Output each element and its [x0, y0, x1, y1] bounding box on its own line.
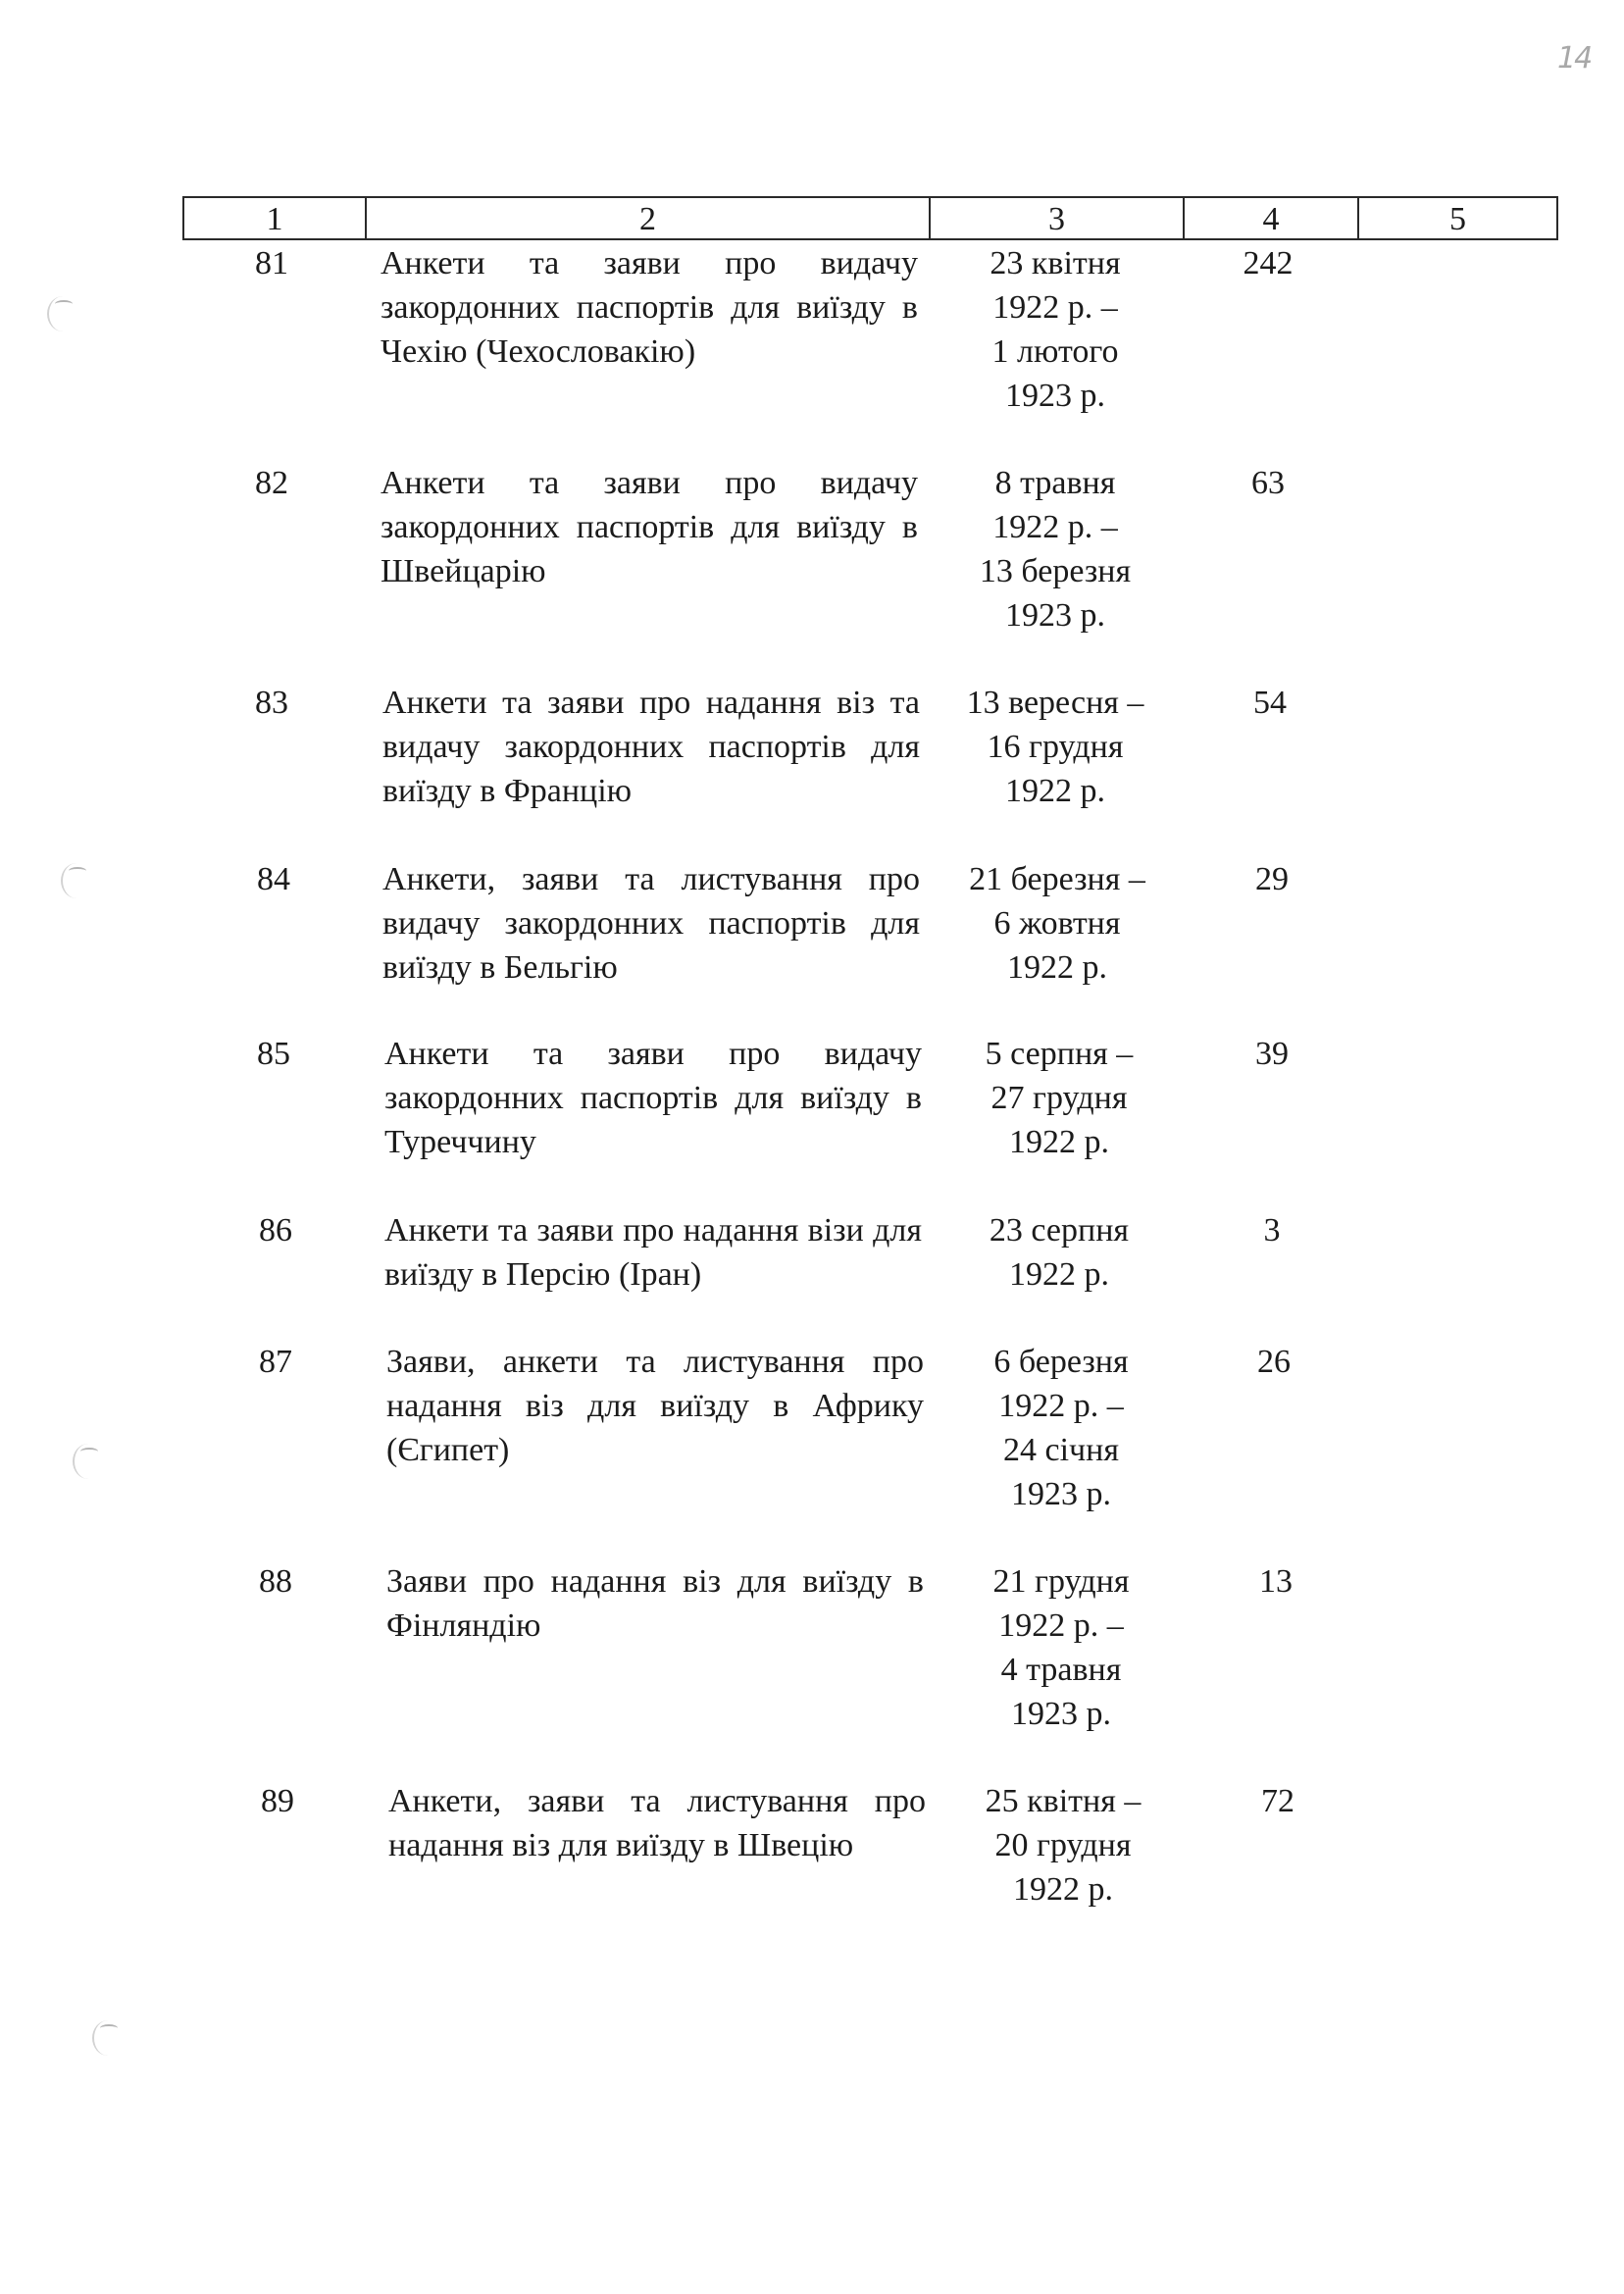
entry-sheets: 54: [1253, 685, 1287, 721]
date-line: 27 грудня: [990, 1080, 1128, 1116]
date-line: 1922 р.: [1009, 1256, 1109, 1293]
table-header: [182, 196, 1558, 240]
entry-sheets: 72: [1261, 1783, 1294, 1819]
header-col-4: 4: [1185, 198, 1359, 238]
date-line: 1 лютого: [991, 333, 1119, 370]
entry-number: 82: [255, 465, 288, 501]
entry-dates: [932, 1208, 1187, 1297]
page-number-mark: 14: [1557, 41, 1592, 76]
date-line: 1922 р. –: [998, 1607, 1124, 1644]
entry-dates: [928, 681, 1183, 813]
date-line: 6 жовтня: [993, 905, 1121, 942]
date-line: 23 квітня: [990, 245, 1121, 281]
entry-title: Анкети, заяви та листування про видачу закордонних паспортів для виїзду в Бельгію: [382, 861, 920, 986]
entry-number: 83: [255, 685, 288, 721]
date-line: 21 березня –: [969, 861, 1145, 897]
date-line: 1922 р.: [1009, 1124, 1109, 1160]
entry-dates: [928, 461, 1183, 637]
entry-sheets: 39: [1255, 1036, 1289, 1072]
date-line: 16 грудня: [987, 729, 1124, 765]
date-line: 24 січня: [1003, 1432, 1119, 1468]
date-line: 13 березня: [979, 553, 1132, 589]
entry-number: 84: [257, 861, 290, 897]
entry-title: Анкети, заяви та листування про надання віз для виїзду в Швецію: [388, 1783, 926, 1863]
punch-hole-mark: [73, 1444, 104, 1479]
entry-title: Анкети та заяви про видачу закордонних паспортів для виїзду в Туреччину: [384, 1036, 922, 1160]
date-line: 5 серпня –: [985, 1036, 1134, 1072]
entry-dates: [934, 1559, 1189, 1736]
entry-number: 86: [259, 1212, 292, 1249]
date-line: 23 серпня: [989, 1212, 1130, 1249]
date-line: 1923 р.: [1011, 1696, 1111, 1732]
date-line: 1922 р.: [1007, 949, 1107, 986]
entry-sheets: 26: [1257, 1344, 1291, 1380]
punch-hole-mark: [92, 2020, 124, 2056]
date-line: 1923 р.: [1005, 597, 1105, 634]
entry-title: Анкети та заяви про видачу закордонних паспортів для виїзду в Чехію (Чехословакію): [381, 245, 918, 370]
entry-number: 87: [259, 1344, 292, 1380]
header-col-2: 2: [367, 198, 931, 238]
date-line: 1922 р.: [1013, 1871, 1113, 1908]
date-line: 4 травня: [1000, 1652, 1122, 1688]
punch-hole-mark: [61, 863, 92, 898]
date-line: 8 травня: [994, 465, 1116, 501]
entry-sheets: 242: [1243, 245, 1294, 281]
entry-dates: [930, 857, 1185, 990]
entry-title: Заяви, анкети та листування про надання віз для виїзду в Африку (Єгипет): [386, 1344, 924, 1468]
date-line: 6 березня: [993, 1344, 1129, 1380]
header-col-3: 3: [931, 198, 1185, 238]
date-line: 1922 р. –: [992, 289, 1118, 326]
entry-sheets: 63: [1251, 465, 1285, 501]
entry-number: 89: [261, 1783, 294, 1819]
date-line: 1923 р.: [1005, 378, 1105, 414]
entry-title: Анкети та заяви про надання візи для виїзду в Персію (Іран): [384, 1212, 922, 1293]
entry-dates: [932, 1032, 1187, 1164]
entry-number: 88: [259, 1563, 292, 1600]
entry-dates: [928, 241, 1183, 418]
date-line: 1922 р. –: [998, 1388, 1124, 1424]
entry-sheets: 29: [1255, 861, 1289, 897]
date-line: 1922 р. –: [992, 509, 1118, 545]
entry-sheets: 3: [1263, 1212, 1281, 1249]
header-col-5: 5: [1449, 201, 1466, 237]
entry-dates: [936, 1779, 1191, 1912]
entry-title: Анкети та заяви про видачу закордонних паспортів для виїзду в Швейцарію: [381, 465, 918, 589]
punch-hole-mark: [47, 296, 78, 331]
date-line: 21 грудня: [992, 1563, 1130, 1600]
entry-sheets: 13: [1259, 1563, 1293, 1600]
date-line: 20 грудня: [994, 1827, 1132, 1863]
entry-title: Анкети та заяви про надання віз та видачу закордонних паспортів для виїзду в Францію: [382, 685, 920, 809]
date-line: 25 квітня –: [985, 1783, 1142, 1819]
header-col-1: 1: [184, 198, 367, 238]
entry-dates: [934, 1340, 1189, 1516]
entry-title: Заяви про надання віз для виїзду в Фінляндію: [386, 1563, 924, 1644]
date-line: 1922 р.: [1005, 773, 1105, 809]
entry-number: 85: [257, 1036, 290, 1072]
entry-number: 81: [255, 245, 288, 281]
date-line: 13 вересня –: [966, 685, 1144, 721]
date-line: 1923 р.: [1011, 1476, 1111, 1512]
